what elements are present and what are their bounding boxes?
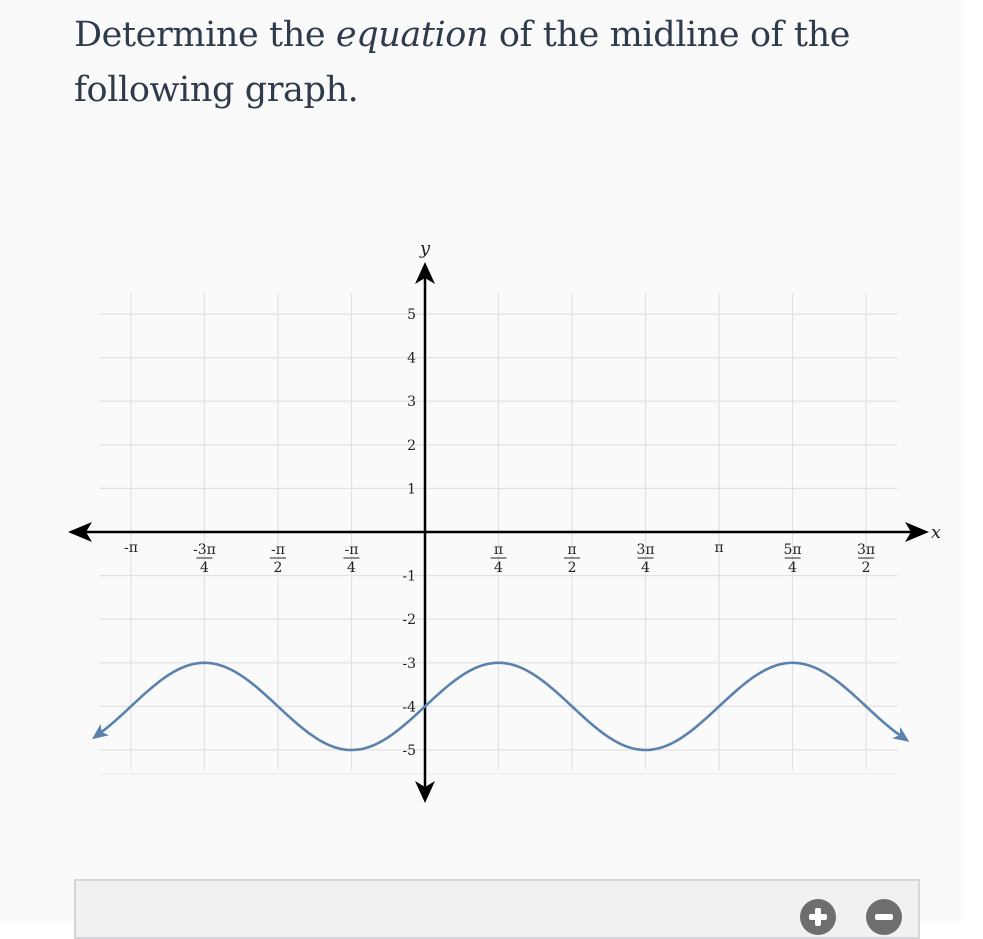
x-tick-label-numerator: π: [493, 542, 504, 558]
x-tick-label-numerator: -π: [344, 542, 359, 558]
zoom-in-button[interactable]: [800, 899, 836, 935]
y-tick-label: -1: [402, 568, 416, 585]
curve-arrow-right: [892, 727, 909, 742]
question-emphasis: equation: [335, 15, 489, 55]
x-axis-label: x: [930, 522, 942, 543]
x-tick-label-denominator: 4: [788, 560, 798, 576]
x-tick-label-denominator: 2: [861, 560, 871, 576]
y-tick-label: -4: [402, 699, 416, 716]
x-tick-label-denominator: 2: [567, 560, 577, 576]
x-tick-label-denominator: 4: [347, 560, 356, 576]
x-tick-label-numerator: 3π: [857, 542, 876, 558]
y-tick-label: 1: [407, 481, 416, 498]
x-tick-label: π: [714, 540, 724, 556]
x-tick-label-denominator: 2: [273, 560, 283, 576]
y-tick-label: 3: [407, 394, 416, 411]
x-tick-label-numerator: -3π: [193, 542, 216, 558]
y-tick-label: 5: [407, 307, 416, 323]
plus-icon-stem: [815, 908, 821, 926]
x-tick-label-denominator: 4: [641, 560, 651, 576]
x-tick-label-numerator: 5π: [783, 542, 802, 558]
x-tick-label-numerator: π: [567, 542, 577, 558]
grid: [100, 293, 897, 774]
minus-icon: [875, 914, 893, 920]
answer-input[interactable]: [74, 879, 920, 939]
x-tick-label-denominator: 4: [494, 560, 503, 576]
x-tick-label-denominator: 4: [199, 560, 209, 576]
y-tick-label: -2: [402, 612, 416, 629]
y-tick-label: -5: [402, 743, 416, 759]
y-tick-label: 2: [407, 437, 416, 454]
y-tick-label: 4: [407, 350, 416, 367]
x-tick-label-numerator: 3π: [636, 542, 655, 558]
y-axis-label: y: [419, 238, 431, 259]
curve-arrow-left: [92, 724, 109, 739]
x-tick-label: -π: [123, 540, 138, 556]
question-part-1: Determine the: [74, 15, 336, 55]
x-tick-label-numerator: -π: [271, 542, 285, 558]
y-tick-label: -3: [402, 655, 416, 672]
question-part-2: of the midline of the following graph.: [74, 15, 851, 110]
zoom-out-button[interactable]: [866, 899, 902, 935]
